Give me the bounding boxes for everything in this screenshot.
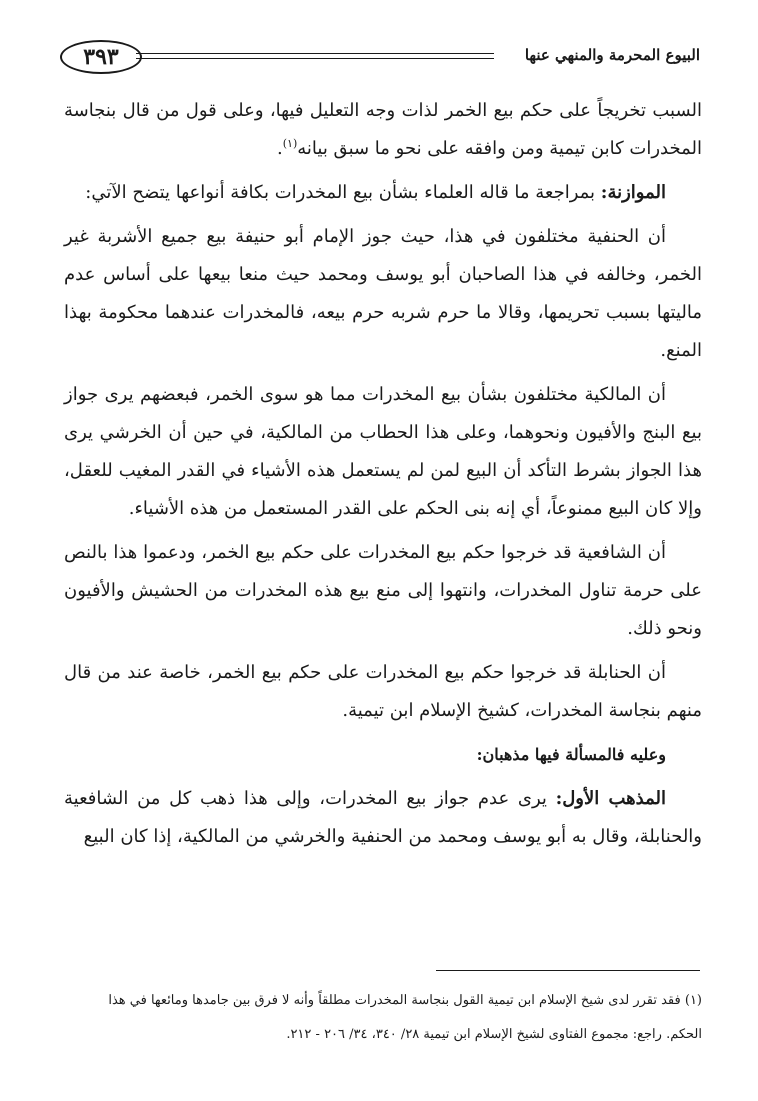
footnotes — [66, 984, 702, 1052]
first-view-text: يرى عدم جواز بيع المخدرات، وإلى هذا ذهب كل من الشافعية والحنابلة، وقال به أبو يوسف ومحمد من الحنفية والخرشي من المالكية، إذا كان البيع — [64, 788, 702, 847]
running-title: البيوع المحرمة والمنهي عنها — [524, 46, 700, 64]
footnote-ref-1: (١) — [282, 137, 298, 150]
section-heading-two-views: وعليه فالمسألة فيها مذهبان: — [476, 745, 666, 764]
paragraph-comparison — [64, 174, 702, 212]
paragraph-first-view — [64, 780, 702, 856]
first-view-lead: المذهب الأول: — [555, 788, 666, 809]
paragraph-maliki: أن المالكية مختلفون بشأن بيع المخدرات مما هو سوى الخمر، فبعضهم يرى جواز بيع البنج والأفيون ونحوهما، وعلى هذا الحطاب من المالكية، في حين أن الخرشي يرى هذا الجواز بشرط التأكد أن البيع لمن لم يستعمل هذه الأشياء في القدر المغيب للعقل، وإلا كان البيع ممنوعاً، أي إنه بنى الحكم على القدر المستعمل من هذه الأشياء. — [64, 384, 702, 519]
body-text — [64, 92, 702, 862]
footnote-separator — [436, 970, 700, 971]
header-double-rule — [136, 53, 494, 59]
comparison-text: بمراجعة ما قاله العلماء بشأن بيع المخدرات بكافة أنواعها يتضح الآتي: — [85, 182, 601, 203]
comparison-lead: الموازنة: — [600, 182, 666, 203]
footnote-1-line-1: (١) فقد تقرر لدى شيخ الإسلام ابن تيمية القول بنجاسة المخدرات مطلقاً وأنه لا فرق بين جامدها ومائعها في هذا — [108, 993, 702, 1008]
page-number: ٣٩٣ — [60, 40, 142, 74]
page-header — [60, 40, 700, 80]
paragraph-1-end: . — [277, 138, 283, 159]
paragraph-1 — [64, 92, 702, 168]
paragraph-shafii: أن الشافعية قد خرجوا حكم بيع المخدرات على حكم بيع الخمر، ودعموا هذا بالنص على حرمة تناول المخدرات، وانتهوا إلى منع بيع هذه المخدرات من الحشيش والأفيون ونحو ذلك. — [64, 542, 702, 639]
paragraph-hanbali: أن الحنابلة قد خرجوا حكم بيع المخدرات على حكم بيع الخمر، خاصة عند من قال منهم بنجاسة المخدرات، كشيخ الإسلام ابن تيمية. — [64, 662, 702, 721]
paragraph-1-text: السبب تخريجاً على حكم بيع الخمر لذات وجه التعليل فيها، وعلى قول من قال بنجاسة المخدرات كابن تيمية ومن وافقه على نحو ما سبق بيانه — [64, 100, 702, 159]
paragraph-hanafi: أن الحنفية مختلفون في هذا، حيث جوز الإمام أبو حنيفة بيع جميع الأشربة غير الخمر، وخالفه في هذا الصاحبان أبو يوسف ومحمد حيث منعا بيعها على أساس عدم ماليتها بسبب تحريمها، وقالا ما حرم شربه حرم بيعه، فالمخدرات عندهما محكومة بهذا المنع. — [64, 226, 702, 361]
footnote-1-line-2: الحكم. راجع: مجموع الفتاوى لشيخ الإسلام ابن تيمية ٢٨/ ٣٤٠، ٣٤/ ٢٠٦ - ٢١٢. — [286, 1027, 702, 1042]
